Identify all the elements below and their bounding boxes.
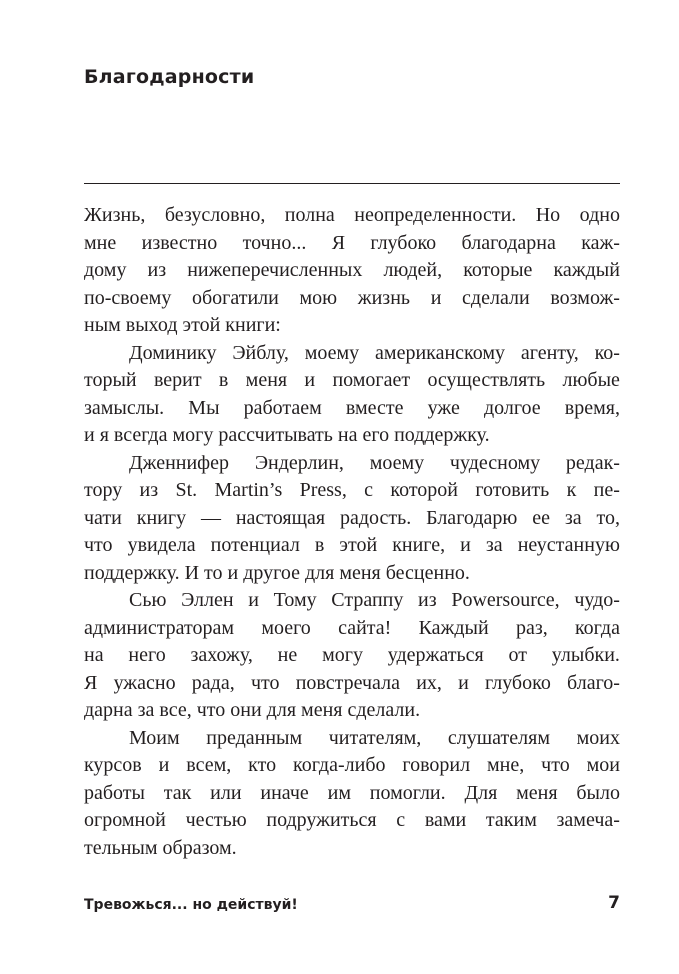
word: одно: [579, 204, 620, 226]
word: которой: [390, 479, 459, 501]
word: читателям,: [328, 726, 422, 749]
word: таким: [485, 809, 537, 831]
word: работы: [84, 781, 145, 804]
word: моего: [261, 616, 311, 639]
word: в: [314, 534, 325, 556]
word: St.: [175, 479, 198, 501]
word: что: [541, 754, 570, 776]
text-line-content: дарна за все, что они для меня сделали.: [84, 699, 421, 721]
word: каж-: [581, 231, 620, 254]
word: ужасно: [113, 671, 176, 694]
word: мне,: [487, 754, 525, 776]
word: или: [210, 781, 242, 804]
word: известно: [141, 231, 218, 254]
word: и: [158, 754, 170, 776]
word: возмож-: [550, 286, 620, 309]
word: чудо-: [574, 589, 620, 611]
word: которые: [463, 259, 533, 281]
word: неопределенности.: [354, 204, 517, 226]
word: сделали: [462, 286, 530, 309]
word: всем,: [186, 754, 232, 776]
word: обогатили: [191, 286, 279, 309]
word: чати: [84, 506, 122, 529]
word: из: [139, 479, 159, 501]
word: Страппу: [331, 589, 404, 611]
text-line: [84, 780, 620, 808]
text-line: [84, 395, 620, 423]
word: торый: [84, 369, 137, 391]
text-line-content: поддержку. И то и другое для меня бесценно.: [84, 561, 470, 584]
word: с: [364, 479, 374, 501]
word: меня: [516, 781, 558, 804]
word: Эндерлин,: [254, 451, 344, 474]
word: к: [566, 479, 577, 501]
word: Доминику: [129, 341, 217, 364]
word: верит: [153, 369, 202, 391]
word: когда-либо: [293, 754, 386, 776]
word: и: [460, 534, 471, 556]
word: настоящая: [235, 506, 326, 529]
text-line-content: и я всегда могу рассчитывать на его поддержку.: [84, 424, 490, 446]
text-line-content: ным выход этой книги:: [84, 314, 281, 336]
word: Каждый: [418, 616, 489, 639]
word: что: [84, 534, 113, 556]
text-line: [84, 340, 620, 368]
footer-page-number: 7: [608, 893, 620, 913]
word: мои: [586, 754, 620, 776]
word: жизнь: [357, 286, 411, 309]
word: то,: [596, 506, 620, 529]
word: готовить: [475, 479, 550, 501]
word: неустанную: [517, 534, 620, 556]
word: и: [248, 589, 259, 611]
word: Martin’s: [214, 479, 283, 501]
word: и: [430, 286, 442, 309]
text-line: [84, 725, 620, 753]
text-line: [84, 422, 620, 450]
word: из: [418, 589, 437, 611]
word: сайта!: [338, 616, 392, 639]
word: на: [84, 644, 104, 666]
word: этой: [339, 534, 378, 556]
word: вместе: [345, 396, 404, 419]
text-line: [84, 450, 620, 478]
heading-rule: [84, 183, 620, 184]
word: замыслы.: [84, 396, 165, 419]
word: помогает: [332, 369, 411, 391]
word: уже: [427, 396, 460, 419]
word: и: [458, 671, 469, 694]
word: мою: [299, 286, 338, 309]
word: книге,: [392, 534, 446, 556]
word: преданным: [206, 726, 303, 749]
text-line: [84, 752, 620, 780]
word: него: [128, 644, 166, 666]
text-line: [84, 670, 620, 698]
word: благодарна: [461, 231, 556, 254]
text-line: [84, 367, 620, 395]
word: любые: [562, 369, 620, 391]
word: им: [327, 781, 351, 804]
word: когда: [574, 616, 620, 639]
word: захожу,: [190, 644, 253, 666]
word: администраторам: [84, 616, 235, 639]
word: помогли.: [369, 781, 446, 804]
text-line: [84, 532, 620, 560]
text-line-content: тельным образом.: [84, 836, 237, 859]
word: огромной: [84, 809, 166, 831]
word: американскому: [375, 341, 506, 364]
word: каждый: [553, 259, 620, 281]
word: из: [147, 259, 167, 281]
word: Эллен: [181, 589, 234, 611]
text-line: [84, 505, 620, 533]
text-line: [84, 285, 620, 313]
word: за: [485, 534, 503, 556]
word: говорил: [402, 754, 471, 776]
word: улыбки.: [551, 644, 620, 666]
word: от: [508, 644, 527, 666]
text-line: [84, 835, 620, 863]
body-text: [84, 202, 620, 862]
word: благо-: [567, 671, 620, 694]
word: и: [304, 369, 316, 391]
word: Эйблу,: [232, 341, 289, 364]
word: Я: [331, 231, 346, 254]
word: честью: [185, 809, 247, 831]
word: мне: [84, 231, 117, 254]
word: замеча-: [556, 809, 620, 831]
word: их,: [416, 671, 442, 694]
word: что: [250, 671, 280, 694]
word: Дженнифер: [129, 451, 230, 474]
text-line: [84, 230, 620, 258]
word: глубоко: [485, 671, 551, 694]
word: —: [200, 506, 221, 529]
word: моему: [369, 451, 425, 474]
word: Press,: [299, 479, 347, 501]
word: повстречала: [295, 671, 400, 694]
word: курсов: [84, 754, 142, 776]
word: долгое: [483, 396, 541, 419]
word: по-своему: [84, 286, 172, 309]
word: иначе: [260, 781, 309, 804]
word: Powersource,: [451, 589, 560, 611]
word: нижеперечисленных: [187, 259, 363, 281]
word: ко-: [594, 341, 620, 364]
word: Я: [84, 671, 98, 694]
word: меня: [245, 369, 288, 391]
word: Для: [464, 781, 498, 804]
chapter-heading: Благодарности: [84, 66, 255, 88]
word: ее: [532, 506, 550, 529]
word: дому: [84, 259, 127, 281]
word: за: [564, 506, 582, 529]
text-line: [84, 477, 620, 505]
text-line: [84, 587, 620, 615]
word: полна: [284, 204, 335, 226]
text-line: [84, 560, 620, 588]
word: кто: [248, 754, 277, 776]
word: чудесному: [449, 451, 541, 474]
text-line: [84, 642, 620, 670]
word: людей,: [383, 259, 443, 281]
word: было: [576, 781, 620, 804]
word: точно...: [242, 231, 307, 254]
word: радость.: [339, 506, 412, 529]
word: раз,: [515, 616, 548, 639]
word: моему: [304, 341, 360, 364]
word: Сью: [129, 589, 167, 611]
footer-book-title: Тревожься... но действуй!: [84, 897, 298, 913]
text-line: [84, 615, 620, 643]
word: потенциал: [210, 534, 300, 556]
word: Тому: [273, 589, 317, 611]
text-line: [84, 257, 620, 285]
text-line: [84, 697, 620, 725]
word: в: [218, 369, 229, 391]
word: книгу: [136, 506, 187, 529]
word: глубоко: [370, 231, 437, 254]
word: так: [163, 781, 192, 804]
word: Благодарю: [426, 506, 518, 529]
word: редак-: [565, 451, 620, 474]
word: Моим: [129, 726, 180, 749]
word: работаем: [243, 396, 322, 419]
word: могу: [322, 644, 363, 666]
word: тору: [84, 479, 123, 501]
text-line: [84, 807, 620, 835]
text-line: [84, 202, 620, 230]
word: не: [277, 644, 298, 666]
word: пе-: [593, 479, 620, 501]
word: рада,: [191, 671, 235, 694]
word: время,: [564, 396, 620, 419]
word: Но: [535, 204, 561, 226]
word: безусловно,: [164, 204, 266, 226]
word: осуществлять: [427, 369, 546, 391]
text-line: [84, 312, 620, 340]
word: Жизнь,: [84, 204, 146, 226]
word: моих: [576, 726, 620, 749]
word: удержаться: [387, 644, 484, 666]
word: подружиться: [266, 809, 377, 831]
word: слушателям: [447, 726, 550, 749]
word: с: [396, 809, 406, 831]
word: Мы: [188, 396, 220, 419]
word: вами: [424, 809, 467, 831]
word: увидела: [127, 534, 196, 556]
word: агенту,: [520, 341, 579, 364]
